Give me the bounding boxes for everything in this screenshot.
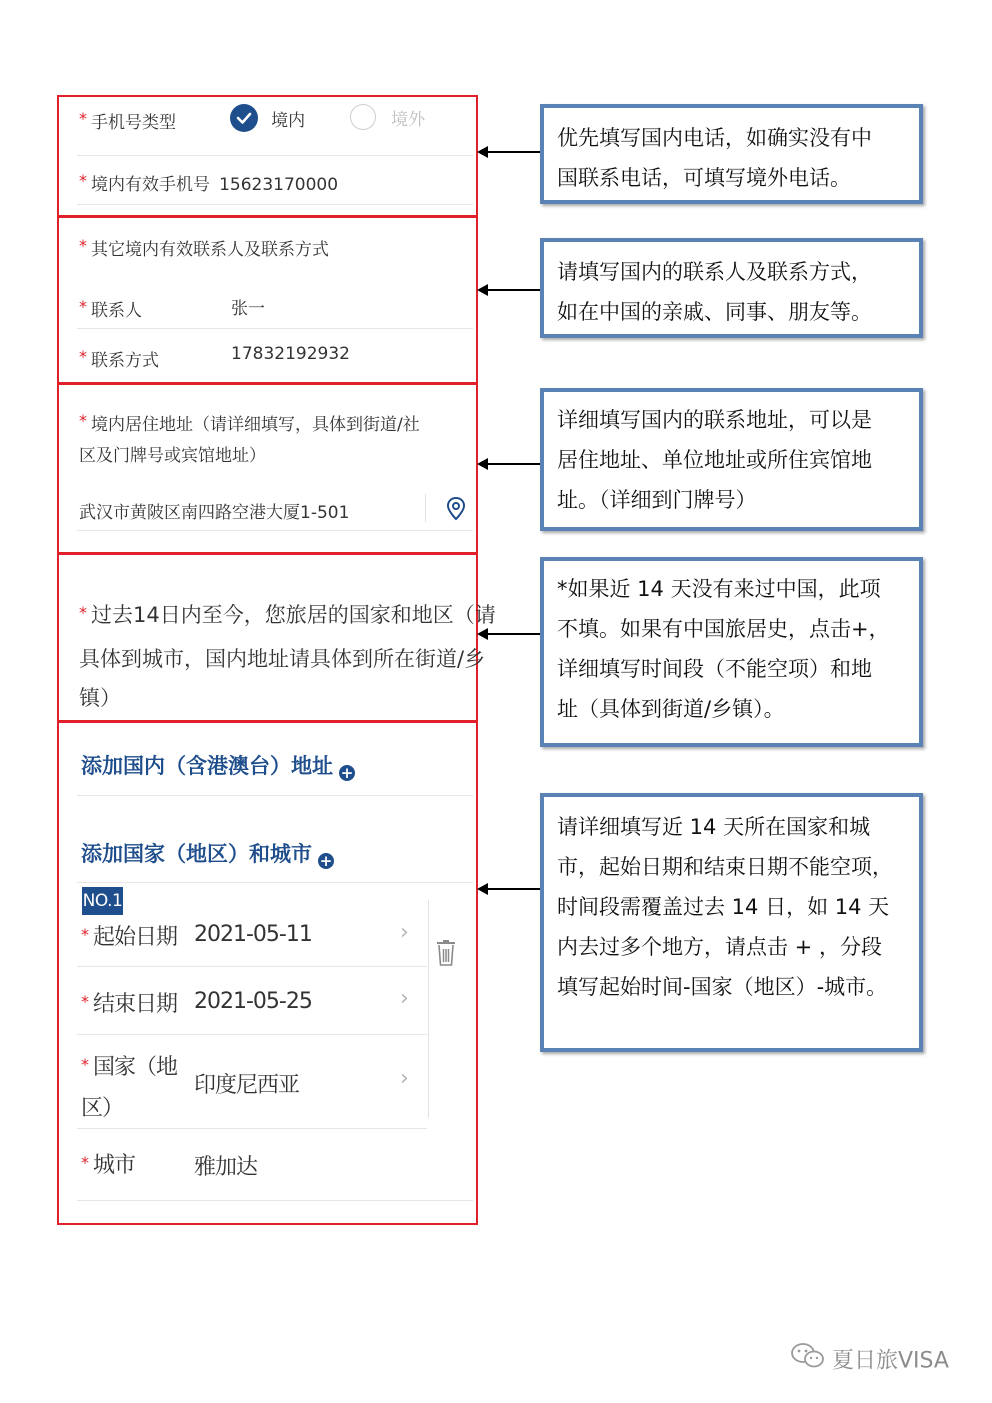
contact-method-label: * 联系方式 (79, 347, 159, 371)
contact-person-label: * 联系人 (79, 297, 142, 321)
country-label: * 国家（地 区） (81, 1055, 178, 1121)
divider (77, 328, 473, 329)
start-date-picker[interactable]: 2021-05-11 (194, 922, 312, 947)
arrow-left-icon (487, 463, 542, 465)
option-label-foreign: 境外 (391, 109, 426, 130)
travel-history-label: * 过去14日内至今，您旅居的国家和地区（请 具体到城市，国内地址请具体到所在街道/乡 镇） (79, 603, 496, 710)
address-input[interactable]: 武汉市黄陂区南四路空港大厦1-501 (79, 503, 350, 523)
phone-value: 15623170000 (219, 175, 339, 195)
add-domestic-address-button[interactable]: 添加国内（含港澳台）地址 + (81, 754, 354, 782)
contact-person-input[interactable]: 张一 (231, 299, 265, 319)
arrow-left-icon (487, 633, 542, 635)
phone-type-option-domestic[interactable] (230, 104, 305, 132)
unchecked-circle-icon (350, 104, 376, 130)
divider (77, 795, 473, 796)
phone-type-option-foreign[interactable] (350, 104, 425, 130)
divider (77, 1200, 473, 1201)
callout-entries: 请详细填写近 14 天所在国家和城 市，起始日期和结束日期不能空项， 时间段需覆盖过去 14 日，如 14 天 内去过多个地方，请点击 + ，分段 填写起始时间-国家（地区）-城市。 (540, 793, 923, 1052)
divider (425, 494, 426, 522)
country-picker[interactable]: 印度尼西亚 (194, 1073, 300, 1098)
entry-number-badge: NO.1 (82, 887, 123, 915)
add-country-city-button[interactable]: 添加国家（地区）和城市 + (81, 842, 333, 870)
plus-circle-icon: + (340, 763, 354, 782)
arrow-left-icon (487, 151, 542, 153)
phone-type-label: * 手机号类型 (79, 109, 176, 133)
callout-address: 详细填写国内的联系地址，可以是 居住地址、单位地址或所住宾馆地 址。（详细到门牌号） (540, 388, 923, 531)
checked-circle-icon (230, 104, 258, 132)
address-label: * 境内居住地址（请详细填写，具体到街道/社 区及门牌号或宾馆地址） (79, 411, 420, 466)
divider (77, 1128, 427, 1129)
option-label-domestic: 境内 (271, 110, 306, 131)
start-date-label: * 起始日期 (81, 925, 178, 950)
callout-contact: 请填写国内的联系人及联系方式， 如在中国的亲戚、同事、朋友等。 (540, 238, 923, 338)
chevron-right-icon: › (400, 1066, 409, 1091)
phone-field[interactable]: * 境内有效手机号 15623170000 (79, 171, 339, 195)
divider (77, 204, 473, 205)
watermark: 夏日旅VISA (790, 1342, 949, 1376)
end-date-label: * 结束日期 (81, 992, 178, 1017)
arrow-left-icon (487, 888, 542, 890)
callout-phone: 优先填写国内电话，如确实没有中 国联系电话，可填写境外电话。 (540, 104, 923, 204)
plus-circle-icon: + (319, 851, 333, 870)
chevron-right-icon: › (400, 986, 409, 1011)
divider (77, 882, 473, 883)
contact-section-title: * 其它境内有效联系人及联系方式 (79, 236, 329, 260)
trash-icon[interactable] (436, 940, 456, 970)
city-label: * 城市 (81, 1153, 136, 1178)
divider (77, 155, 473, 156)
end-date-picker[interactable]: 2021-05-25 (194, 989, 312, 1014)
divider (77, 966, 427, 967)
divider (77, 530, 473, 531)
required-star: * (79, 109, 87, 128)
contact-method-input[interactable]: 17832192932 (231, 344, 350, 364)
location-pin-icon[interactable] (446, 497, 466, 525)
city-input[interactable]: 雅加达 (194, 1155, 258, 1180)
chevron-right-icon: › (400, 920, 409, 945)
callout-travel-history: *如果近 14 天没有来过中国，此项 不填。如果有中国旅居史，点击+， 详细填写时间段（不能空项）和地 址（具体到街道/乡镇）。 (540, 557, 923, 747)
divider (428, 900, 429, 1118)
arrow-left-icon (487, 289, 542, 291)
divider (77, 1034, 427, 1035)
wechat-icon (790, 1342, 826, 1376)
